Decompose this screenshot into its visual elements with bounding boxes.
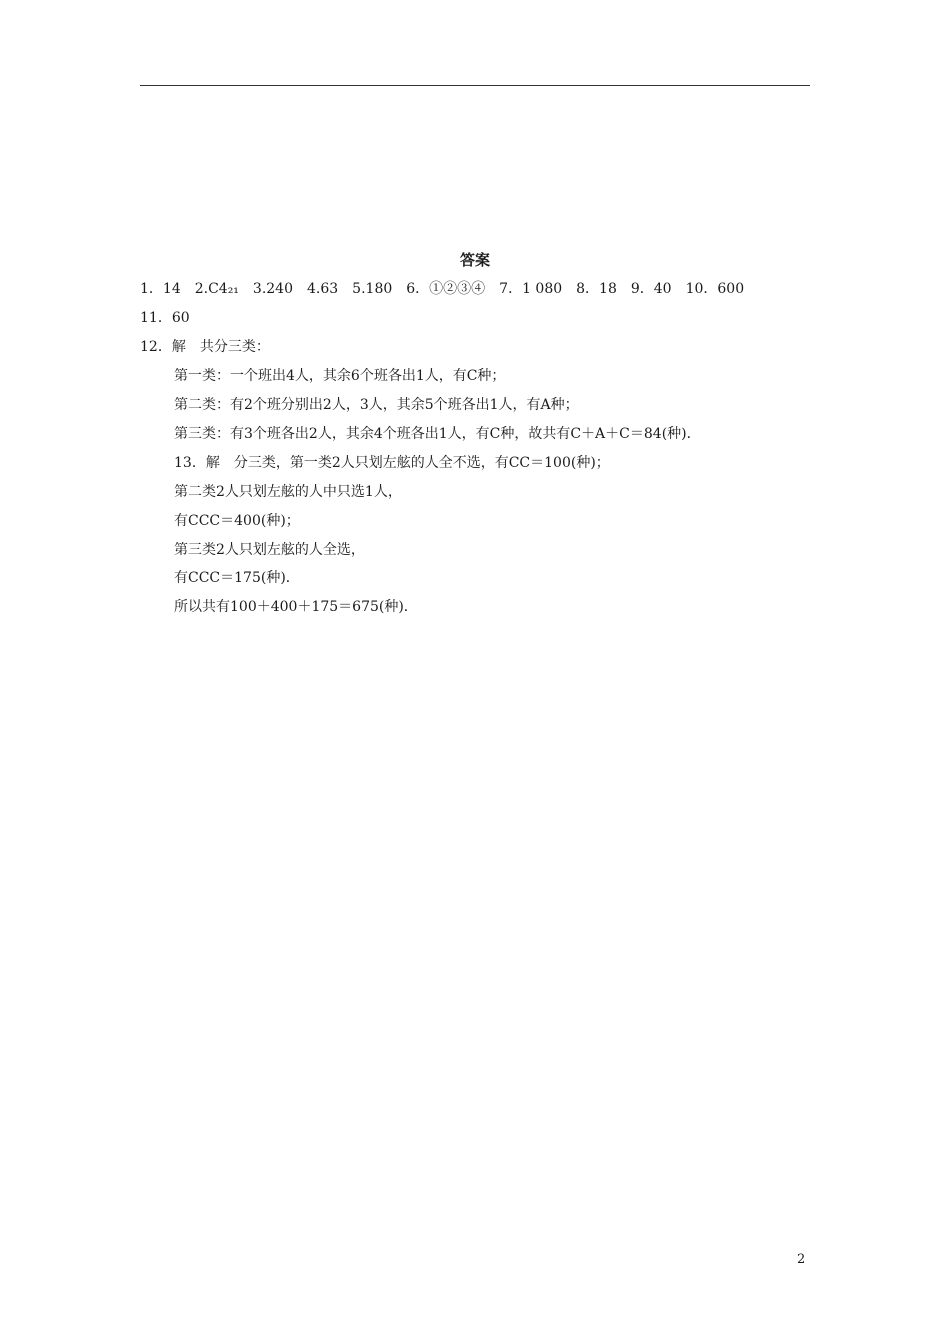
answer-line-3: 12．解 共分三类： <box>140 339 270 355</box>
answer-line-11: 有CCC＝175(种)． <box>174 570 300 586</box>
page-number: 2 <box>797 1252 806 1267</box>
answer-line-6: 第三类：有3个班各出2人，其余4个班各出1人，有C种，故共有C＋A＋C＝84(种)． <box>174 426 701 442</box>
answer-line-8: 第二类2人只划左舷的人中只选1人， <box>174 484 402 500</box>
answer-line-12: 所以共有100＋400＋175＝675(种)． <box>174 599 418 615</box>
answer-line-9: 有CCC＝400(种)； <box>174 513 300 529</box>
answer-line-1: 1．14 2.C4₂₁ 3.240 4.63 5.180 6．①②③④ 7．1 080 8．18 9．40 10．600 <box>140 281 745 297</box>
header-rule <box>140 85 810 86</box>
answer-line-10: 第三类2人只划左舷的人全选， <box>174 542 365 558</box>
answer-line-7: 13．解 分三类，第一类2人只划左舷的人全不选，有CC＝100(种)； <box>174 455 610 471</box>
answer-line-4: 第一类：一个班出4人，其余6个班各出1人，有C种； <box>174 368 506 384</box>
answer-line-2: 11．60 <box>140 310 190 326</box>
answer-line-5: 第二类：有2个班分别出2人，3人，其余5个班各出1人，有A种； <box>174 397 579 413</box>
answers-title: 答案 <box>459 251 490 269</box>
